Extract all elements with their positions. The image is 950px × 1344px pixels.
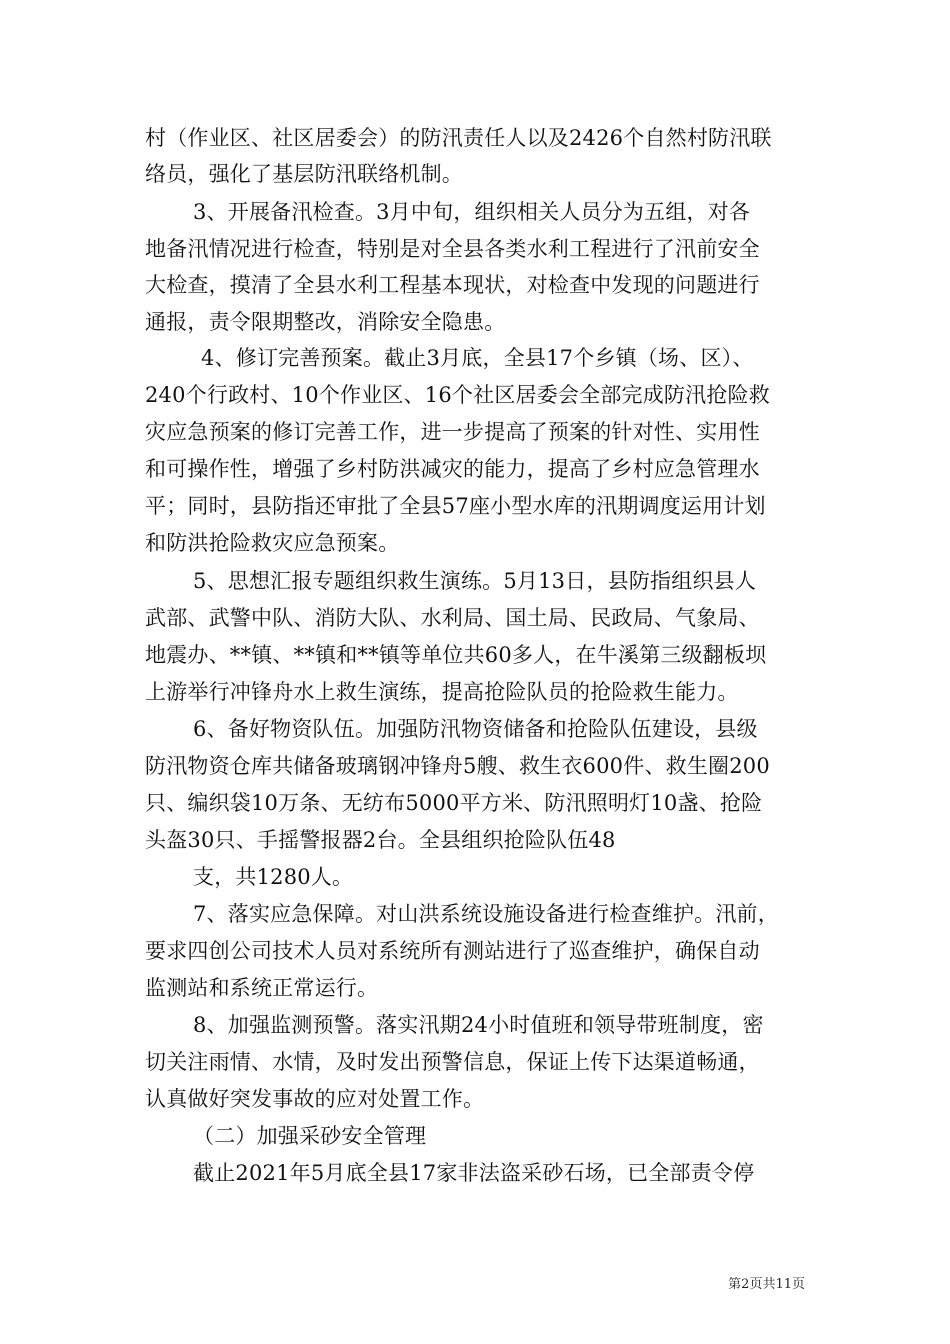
text-line: 支，共1280人。 [193,865,354,889]
text-line: 和可操作性，增强了乡村防洪减灾的能力，提高了乡村应急管理水 [145,457,760,481]
text-line: 3、开展备汛检查。3月中旬，组织相关人员分为五组，对各 [193,200,751,224]
text-line: 防汛物资仓库共储备玻璃钢冲锋舟5艘、救生衣600件、救生圈200 [145,754,770,778]
text-line: 认真做好突发事故的应对处置工作。 [145,1087,485,1111]
text-line: 头盔30只、手摇警报器2台。全县组织抢险队伍48 [145,828,616,852]
text-line: 和防洪抢险救灾应急预案。 [145,531,400,555]
text-line: 大检查，摸清了全县水利工程基本现状，对检查中发现的问题进行 [145,273,760,297]
text-line: 要求四创公司技术人员对系统所有测站进行了巡查维护，确保自动 [145,939,760,963]
text-line: 5、思想汇报专题组织救生演练。5月13日，县防指组织县人 [193,569,757,593]
text-line: 监测站和系统正常运行。 [145,976,379,1000]
text-line: 切关注雨情、水情，及时发出预警信息，保证上传下达渠道畅通， [145,1050,760,1074]
page-number: 第2页共11页 [728,1277,805,1292]
text-line: 4、修订完善预案。截止3月底，全县17个乡镇（场、区）、 [201,346,754,370]
text-line: 8、加强监测预警。落实汛期24小时值班和领导带班制度，密 [193,1013,764,1037]
text-line: 上游举行冲锋舟水上救生演练，提高抢险队员的抢险救生能力。 [145,680,739,704]
text-line: 截止2021年5月底全县17家非法盗采砂石场，已全部责令停 [193,1161,755,1185]
text-line: 武部、武警中队、消防大队、水利局、国土局、民政局、气象局、 [145,606,760,630]
text-line: 通报，责令限期整改，消除安全隐患。 [145,310,506,334]
text-line: 7、落实应急保障。对山洪系统设施设备进行检查维护。汛前， [193,902,779,926]
text-line: 村（作业区、社区居委会）的防汛责任人以及2426个自然村防汛联 [145,126,772,150]
section-heading: （二）加强采砂安全管理 [193,1124,427,1148]
text-line: 只、编织袋10万条、无纺布5000平方米、防汛照明灯10盏、抢险 [145,791,763,815]
text-line: 地备汛情况进行检查，特别是对全县各类水利工程进行了汛前安全 [145,237,760,261]
text-line: 地震办、**镇、**镇和**镇等单位共60多人，在牛溪第三级翻板坝 [145,643,767,667]
text-line: 6、备好物资队伍。加强防汛物资储备和抢险队伍建设，县级 [193,717,758,741]
text-line: 络员，强化了基层防汛联络机制。 [145,162,463,186]
text-line: 240个行政村、10个作业区、16个社区居委会全部完成防汛抢险救 [145,383,770,407]
text-line: 平；同时，县防指还审批了全县57座小型水库的汛期调度运用计划 [145,494,766,518]
text-line: 灾应急预案的修订完善工作，进一步提高了预案的针对性、实用性 [145,420,760,444]
